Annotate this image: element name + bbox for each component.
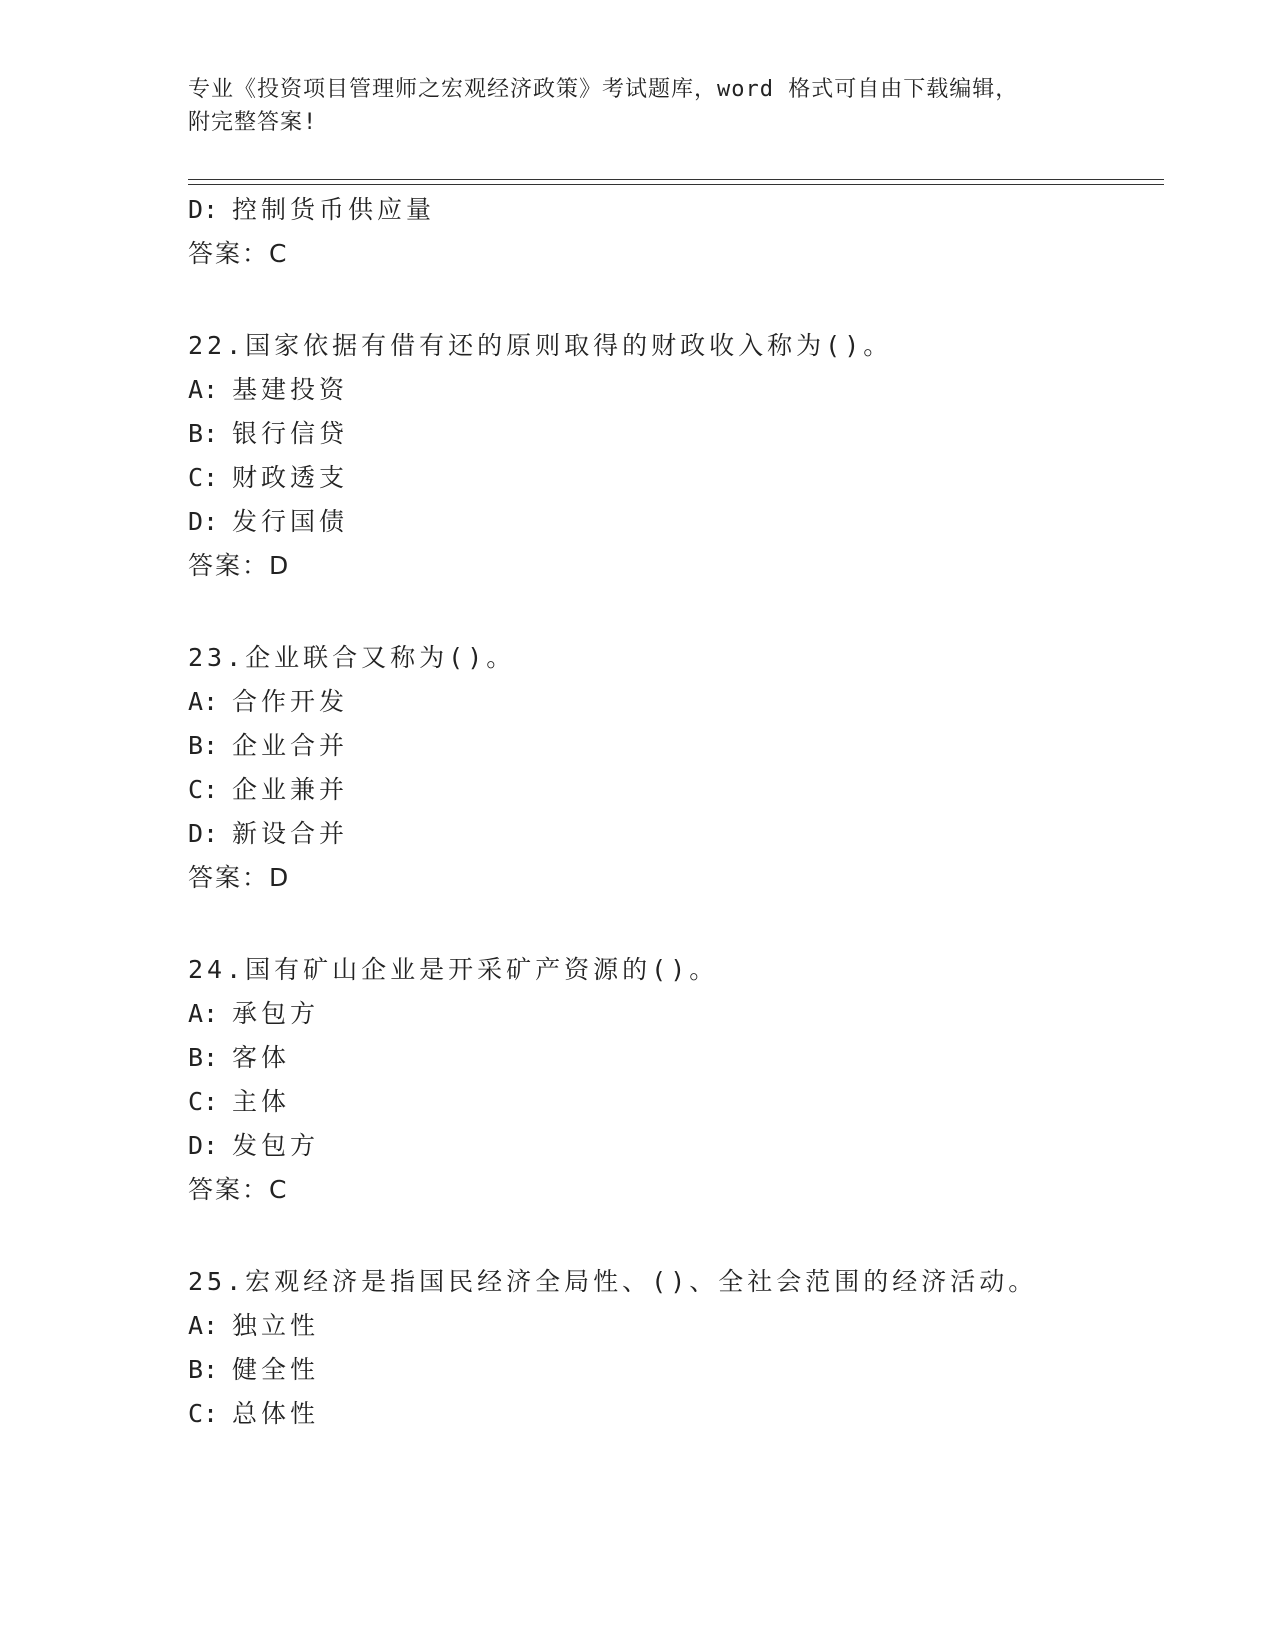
question-stem: 22.国家依据有借有还的原则取得的财政收入称为()。 — [188, 331, 893, 360]
option-letter: A: — [188, 375, 219, 404]
option-text: 客体 — [232, 1043, 291, 1072]
option-text: 企业兼并 — [232, 775, 349, 804]
option-text: 独立性 — [232, 1311, 320, 1340]
option-letter: C: — [188, 463, 219, 492]
option-letter: B: — [188, 731, 219, 760]
option-d — [188, 1130, 319, 1162]
option-letter: A: — [188, 687, 219, 716]
option-text: 发包方 — [232, 1131, 320, 1160]
header-line-2: 附完整答案! — [188, 110, 318, 135]
option-b — [188, 730, 348, 762]
option-text: 健全性 — [232, 1355, 320, 1384]
option-text: 承包方 — [232, 999, 320, 1028]
answer-line: 答案：D — [188, 863, 291, 892]
option-letter: D: — [188, 195, 219, 224]
option-letter: D: — [188, 507, 219, 536]
option-a — [188, 1310, 319, 1342]
option-text: 发行国债 — [232, 507, 349, 536]
option-c — [188, 1086, 290, 1118]
answer-line: 答案：D — [188, 551, 291, 580]
option-text: 新设合并 — [232, 819, 349, 848]
question-stem: 23.企业联合又称为()。 — [188, 643, 516, 672]
document-header — [188, 73, 1088, 139]
option-letter: B: — [188, 1043, 219, 1072]
option-letter: B: — [188, 419, 219, 448]
option-c — [188, 462, 348, 494]
option-letter: A: — [188, 999, 219, 1028]
option-text: 合作开发 — [232, 687, 349, 716]
option-d — [188, 818, 348, 850]
question-stem: 25.宏观经济是指国民经济全局性、()、全社会范围的经济活动。 — [188, 1267, 1038, 1296]
option-text: 基建投资 — [232, 375, 349, 404]
option-d — [188, 506, 348, 538]
answer-line: 答案：C — [188, 239, 289, 268]
option-a — [188, 374, 348, 406]
option-letter: C: — [188, 775, 219, 804]
option-text: 控制货币供应量 — [232, 195, 436, 224]
option-d — [188, 194, 435, 226]
option-b — [188, 1354, 319, 1386]
header-line-1: 专业《投资项目管理师之宏观经济政策》考试题库，word 格式可自由下载编辑， — [188, 77, 1019, 102]
option-a — [188, 998, 319, 1030]
header-divider-top — [188, 179, 1164, 180]
option-b — [188, 418, 348, 450]
answer-line: 答案：C — [188, 1175, 289, 1204]
option-letter: D: — [188, 1131, 219, 1160]
header-divider-bottom — [188, 184, 1164, 185]
option-text: 总体性 — [232, 1399, 320, 1428]
option-c — [188, 1398, 319, 1430]
question-stem: 24.国有矿山企业是开采矿产资源的()。 — [188, 955, 719, 984]
option-letter: B: — [188, 1355, 219, 1384]
option-letter: A: — [188, 1311, 219, 1340]
option-letter: C: — [188, 1087, 219, 1116]
option-c — [188, 774, 348, 806]
option-text: 企业合并 — [232, 731, 349, 760]
option-text: 银行信贷 — [232, 419, 349, 448]
option-text: 财政透支 — [232, 463, 349, 492]
option-b — [188, 1042, 290, 1074]
option-text: 主体 — [232, 1087, 291, 1116]
option-letter: D: — [188, 819, 219, 848]
option-letter: C: — [188, 1399, 219, 1428]
option-a — [188, 686, 348, 718]
